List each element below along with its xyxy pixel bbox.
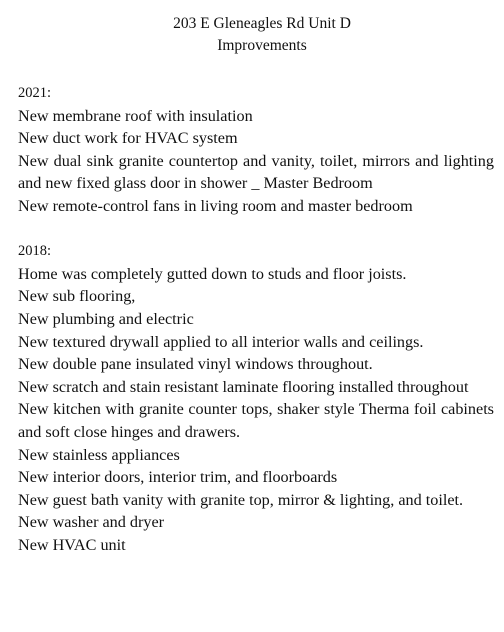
list-item: New plumbing and electric [18,309,194,328]
list-item: New interior doors, interior trim, and floorboards [18,468,338,487]
section-year: 2021: [18,85,52,101]
improvements-list [18,105,494,218]
list-item: New kitchen with granite counter tops, shaker style Therma foil cabinets and soft close hinges and drawers. [18,400,494,441]
section-2018 [18,240,494,556]
list-item: New duct work for HVAC system [18,129,238,148]
list-item: New remote-control fans in living room and master bedroom [18,196,413,215]
property-address: 203 E Gleneagles Rd Unit D [173,15,351,32]
list-item: New double pane insulated vinyl windows throughout. [18,355,373,374]
list-item: New stainless appliances [18,445,180,464]
document-header [0,13,504,57]
list-item: New guest bath vanity with granite top, mirror & lighting, and toilet. [18,490,464,509]
list-item: New sub flooring, [18,287,136,306]
list-item: New scratch and stain resistant laminate flooring installed throughout [18,377,469,396]
improvements-list [18,263,494,557]
document-title: Improvements [217,37,307,54]
list-item: New washer and dryer [18,513,165,532]
section-year: 2018: [18,243,52,260]
list-item: Home was completely gutted down to studs and floor joists. [18,264,407,283]
list-item: New textured drywall applied to all interior walls and ceilings. [18,332,424,351]
list-item: New HVAC unit [18,535,126,554]
list-item: New dual sink granite countertop and vanity, toilet, mirrors and lighting and new fixed glass door in shower _ Master Bedroom [18,151,494,193]
list-item: New membrane roof with insulation [18,106,253,125]
section-2021 [18,82,494,218]
improvements-content [18,82,494,556]
